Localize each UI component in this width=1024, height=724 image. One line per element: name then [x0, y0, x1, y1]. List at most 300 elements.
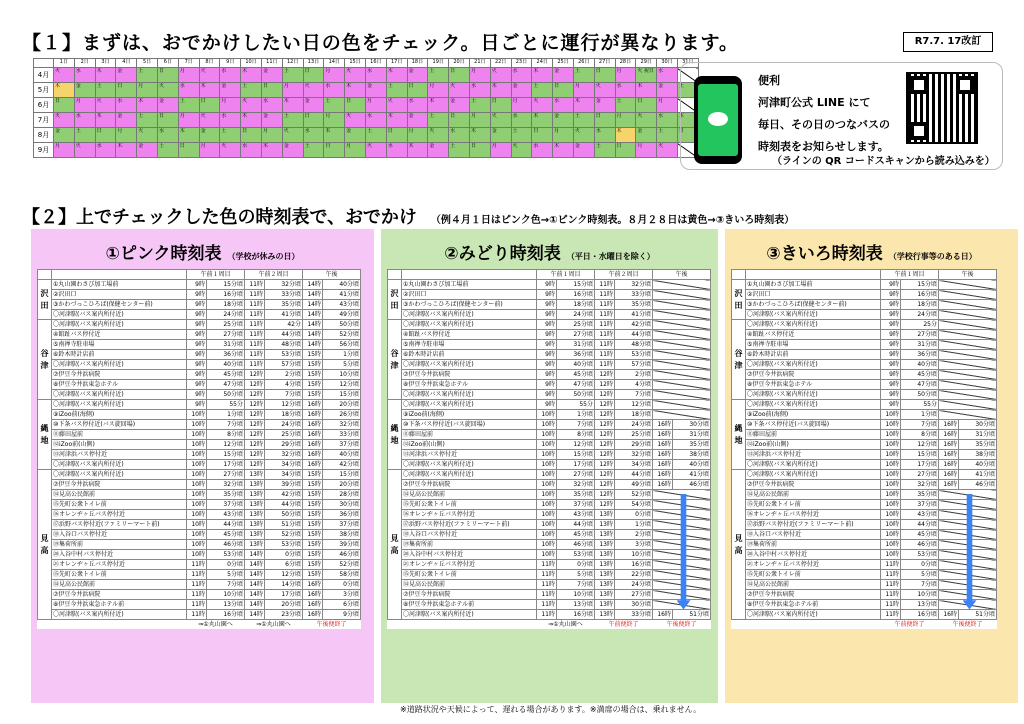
- no-service-cell: [653, 330, 711, 340]
- departure-hour: 11時: [881, 590, 901, 600]
- departure-hour: 11時: [187, 610, 207, 620]
- departure-minute: 35分頃: [207, 490, 245, 500]
- departure-hour: 13時: [595, 600, 615, 610]
- departure-minute: 35分頃: [901, 490, 939, 500]
- calendar-day-cell: 土: [511, 128, 532, 143]
- calendar-day-header: 20日: [449, 59, 470, 68]
- departure-hour: 10時: [537, 450, 557, 460]
- timetable-row: [732, 410, 997, 420]
- departure-hour: 11時: [537, 610, 557, 620]
- departure-minute: 38分頃: [673, 450, 711, 460]
- departure-minute: 10分頃: [557, 590, 595, 600]
- calendar-day-cell: 水: [178, 83, 199, 98]
- calendar-day-cell: 水: [365, 113, 386, 128]
- departure-hour: 16時: [303, 440, 323, 450]
- departure-hour: 11時: [595, 350, 615, 360]
- zone-label: 谷津: [388, 320, 402, 400]
- stop-name: ⑭見高公民館前: [746, 490, 881, 500]
- calendar-day-cell: 月: [261, 128, 282, 143]
- green-timetable-panel: [381, 229, 718, 703]
- departure-hour: 16時: [653, 440, 673, 450]
- departure-hour: 9時: [881, 300, 901, 310]
- departure-minute: 10分頃: [207, 590, 245, 600]
- timetable-row: [388, 300, 711, 310]
- departure-minute: 50分頃: [207, 390, 245, 400]
- pink-timetable-panel: [31, 229, 374, 703]
- stop-name: 〇河津駅(バス案内所付近): [746, 460, 881, 470]
- timetable-footer-note: 午後便終了: [666, 621, 697, 629]
- departure-minute: 24分頃: [207, 310, 245, 320]
- stop-name: ②沢田口: [52, 290, 187, 300]
- calendar-day-cell: 火: [449, 83, 470, 98]
- timetable-row: [38, 310, 361, 320]
- departure-minute: 26分頃: [323, 410, 361, 420]
- departure-minute: 4分頃: [615, 380, 653, 390]
- calendar-day-cell: 金: [365, 83, 386, 98]
- departure-hour: 11時: [537, 570, 557, 580]
- timetable-row: [38, 490, 361, 500]
- departure-minute: 36分頃: [901, 350, 939, 360]
- departure-minute: 46分頃: [557, 540, 595, 550]
- calendar-day-header: 24日: [532, 59, 553, 68]
- calendar-day-cell: 水: [74, 68, 95, 83]
- stop-name: ⑯オレンヂヶ丘バス停付近: [52, 510, 187, 520]
- departure-minute: 46分頃: [673, 480, 711, 490]
- line-text-1: 河津町公式 LINE にて: [758, 96, 871, 109]
- stop-name: ⑲集荷所前: [52, 540, 187, 550]
- departure-minute: 12分頃: [323, 380, 361, 390]
- no-service-cell: [653, 290, 711, 300]
- stop-name: ③かわづっこひろば(保健センター前): [746, 300, 881, 310]
- stop-name: ⑰浜野バス停付近(ファミリーマート前): [746, 520, 881, 530]
- timetable-column-header: 午後: [939, 270, 997, 280]
- stop-name: ⑧伊豆今井浜東急ホテル: [52, 380, 187, 390]
- footer-spacer: [52, 620, 187, 630]
- calendar-day-cell: 日: [261, 83, 282, 98]
- calendar-day-cell: 日: [636, 98, 657, 113]
- departure-hour: 10時: [187, 450, 207, 460]
- calendar-day-cell: 火: [74, 143, 95, 158]
- departure-minute: 15分頃: [207, 280, 245, 290]
- calendar-day-header: 13日: [303, 59, 324, 68]
- departure-hour: 9時: [187, 310, 207, 320]
- zone-label: 縄地: [38, 400, 52, 470]
- departure-hour: 9時: [537, 330, 557, 340]
- departure-minute: 55分: [557, 400, 595, 410]
- calendar-day-cell: 月: [199, 143, 220, 158]
- qr-code-icon[interactable]: [906, 72, 978, 144]
- timetable-row: [388, 420, 711, 430]
- timetable-row: [732, 600, 997, 610]
- calendar-day-cell: 土: [282, 113, 303, 128]
- departure-hour: 9時: [881, 280, 901, 290]
- no-service-cell: [653, 370, 711, 380]
- calendar-day-cell: 火: [345, 68, 366, 83]
- departure-hour: 12時: [595, 370, 615, 380]
- timetable-row: [388, 390, 711, 400]
- timetable-row: [732, 540, 997, 550]
- departure-minute: 44分頃: [901, 520, 939, 530]
- departure-hour: 13時: [595, 590, 615, 600]
- calendar-day-cell: 土: [657, 128, 678, 143]
- departure-hour: 13時: [245, 530, 265, 540]
- calendar-day-cell: 土: [573, 68, 594, 83]
- timetable-row: [732, 490, 997, 500]
- calendar-day-cell: 土: [573, 113, 594, 128]
- calendar-day-cell: 水: [95, 143, 116, 158]
- departure-minute: 1分頃: [323, 350, 361, 360]
- departure-minute: 17分頃: [901, 460, 939, 470]
- timetable-row: [732, 370, 997, 380]
- stop-name: ⑮先町公衆トイレ前: [52, 500, 187, 510]
- calendar-day-cell: 金: [137, 143, 158, 158]
- departure-hour: 10時: [537, 470, 557, 480]
- departure-hour: 9時: [881, 290, 901, 300]
- stop-name: 〇河津駅(バス案内所付近): [52, 460, 187, 470]
- departure-hour: 12時: [595, 380, 615, 390]
- calendar-day-cell: 土: [386, 83, 407, 98]
- stop-name: 〇河津駅(バス案内所付近): [746, 320, 881, 330]
- stop-name: ⑮先町公衆トイレ前: [52, 570, 187, 580]
- departure-minute: 37分頃: [207, 500, 245, 510]
- departure-hour: 13時: [245, 520, 265, 530]
- calendar-day-cell: 木: [386, 68, 407, 83]
- departure-hour: 14時: [245, 580, 265, 590]
- timetable-row: [38, 600, 361, 610]
- calendar-day-cell: 水: [657, 113, 678, 128]
- line-info-text: [758, 70, 890, 158]
- departure-minute: 0分頃: [323, 580, 361, 590]
- stop-name: ⑧伊豆今井浜東急ホテル前: [746, 600, 881, 610]
- departure-hour: 11時: [245, 350, 265, 360]
- departure-minute: 16分頃: [557, 290, 595, 300]
- departure-hour: 15時: [303, 540, 323, 550]
- departure-minute: 6分頃: [265, 560, 303, 570]
- timetable-row: [38, 440, 361, 450]
- stop-name: ①丸山園わさび加工場前: [52, 280, 187, 290]
- departure-minute: 2分頃: [265, 370, 303, 380]
- calendar-day-cell: 木: [199, 83, 220, 98]
- stop-name: ①丸山園わさび加工場前: [746, 280, 881, 290]
- calendar-day-cell: 土: [137, 113, 158, 128]
- timetable-row: [38, 560, 361, 570]
- departure-minute: 53分頃: [557, 550, 595, 560]
- departure-minute: 0分頃: [615, 510, 653, 520]
- timetable-row: [388, 320, 711, 330]
- calendar-day-cell: 水: [220, 68, 241, 83]
- calendar-day-cell: 日: [178, 143, 199, 158]
- departure-minute: 39分頃: [323, 540, 361, 550]
- no-service-cell: [939, 330, 997, 340]
- calendar-day-cell: 火: [54, 113, 75, 128]
- calendar-day-cell: 金: [490, 128, 511, 143]
- departure-minute: 34分頃: [265, 470, 303, 480]
- departure-hour: 16時: [303, 430, 323, 440]
- timetable-row: [388, 340, 711, 350]
- stop-name: ⑬河津浜バス停付近: [402, 450, 537, 460]
- calendar-day-cell: 木: [636, 83, 657, 98]
- calendar-day-cell: 金: [261, 113, 282, 128]
- calendar-day-cell: 金: [573, 143, 594, 158]
- departure-hour: 12時: [245, 380, 265, 390]
- calendar-day-cell: 日: [677, 128, 698, 143]
- calendar-day-header: 22日: [490, 59, 511, 68]
- departure-minute: 25分頃: [207, 320, 245, 330]
- footer-spacer: [746, 620, 881, 630]
- calendar-corner: [34, 59, 54, 68]
- departure-minute: 15分頃: [901, 280, 939, 290]
- zone-label: 谷津: [38, 320, 52, 400]
- timetable-row: [38, 460, 361, 470]
- calendar-day-cell: 木: [532, 113, 553, 128]
- departure-minute: 44分頃: [265, 500, 303, 510]
- departure-hour: 10時: [881, 490, 901, 500]
- yellow-timetable: [731, 269, 997, 629]
- departure-hour: 9時: [537, 310, 557, 320]
- calendar-day-cell: 月: [469, 68, 490, 83]
- calendar-day-cell: 火: [199, 113, 220, 128]
- departure-minute: 10分頃: [615, 550, 653, 560]
- calendar-day-cell: 金: [407, 68, 428, 83]
- departure-minute: 53分頃: [265, 540, 303, 550]
- stop-name: ⑩下条バス停付近(バス旋回場): [746, 420, 881, 430]
- departure-hour: 15時: [303, 510, 323, 520]
- calendar-day-cell: 木: [95, 68, 116, 83]
- timetable-row: [388, 510, 711, 520]
- departure-hour: 15時: [303, 480, 323, 490]
- calendar-day-cell: 火: [137, 128, 158, 143]
- timetable-row: [732, 360, 997, 370]
- stop-name: ⑳入谷中村バス停付近: [402, 550, 537, 560]
- departure-hour: 10時: [187, 410, 207, 420]
- departure-minute: 41分頃: [673, 470, 711, 480]
- departure-hour: 16時: [653, 610, 673, 620]
- no-service-cell: [653, 400, 711, 410]
- departure-hour: 11時: [881, 560, 901, 570]
- departure-hour: 9時: [881, 400, 901, 410]
- departure-hour: 9時: [881, 310, 901, 320]
- departure-hour: 11時: [187, 570, 207, 580]
- timetable-row: [732, 610, 997, 620]
- stop-name: ⑮先町公衆トイレ前: [746, 570, 881, 580]
- departure-hour: 15時: [303, 570, 323, 580]
- timetable-row: [388, 280, 711, 290]
- timetable-stop-header: [52, 270, 187, 280]
- departure-minute: 20分頃: [323, 400, 361, 410]
- departure-hour: 11時: [187, 600, 207, 610]
- calendar-day-header: 9日: [220, 59, 241, 68]
- calendar-day-cell: 火: [511, 143, 532, 158]
- timetable-row: [38, 540, 361, 550]
- departure-hour: 11時: [245, 340, 265, 350]
- departure-hour: 12時: [595, 420, 615, 430]
- departure-minute: 32分頃: [557, 480, 595, 490]
- departure-minute: 0分頃: [207, 560, 245, 570]
- calendar-day-cell: 土: [532, 83, 553, 98]
- departure-minute: 3分頃: [323, 590, 361, 600]
- departure-minute: 1分頃: [557, 410, 595, 420]
- departure-hour: 13時: [245, 480, 265, 490]
- stop-name: ⑥鈴木時計店前: [52, 350, 187, 360]
- departure-minute: 16分頃: [207, 290, 245, 300]
- calendar-day-cell: 水: [553, 98, 574, 113]
- stop-name: ⑪藤田屋前: [52, 430, 187, 440]
- departure-hour: 12時: [245, 400, 265, 410]
- timetable-row: [388, 380, 711, 390]
- departure-hour: 10時: [881, 540, 901, 550]
- calendar-day-cell: 金: [54, 128, 75, 143]
- departure-minute: 36分頃: [207, 350, 245, 360]
- stop-name: ⑫iZoo前(山側): [746, 440, 881, 450]
- timetable-row: [38, 590, 361, 600]
- timetable-row: [38, 350, 361, 360]
- timetable-row: [732, 420, 997, 430]
- calendar-day-cell: 日: [157, 113, 178, 128]
- calendar-day-cell: 日: [116, 83, 137, 98]
- departure-hour: 9時: [537, 390, 557, 400]
- timetable-row: [732, 350, 997, 360]
- departure-hour: 14時: [245, 550, 265, 560]
- departure-hour: 10時: [187, 500, 207, 510]
- departure-hour: 9時: [881, 370, 901, 380]
- stop-name: ⑦伊豆今井浜病院: [402, 590, 537, 600]
- calendar-day-header: 26日: [573, 59, 594, 68]
- calendar-day-cell: 金: [220, 83, 241, 98]
- timetable-row: [38, 580, 361, 590]
- departure-minute: 22分頃: [615, 570, 653, 580]
- timetable-row: [732, 390, 997, 400]
- departure-hour: 9時: [187, 320, 207, 330]
- calendar-day-cell: 木: [261, 143, 282, 158]
- departure-hour: 16時: [939, 420, 959, 430]
- timetable-column-header: 午前１周目: [881, 270, 939, 280]
- departure-minute: 7分頃: [557, 580, 595, 590]
- timetable-row: [388, 530, 711, 540]
- departure-hour: 10時: [537, 480, 557, 490]
- calendar-month-label: 9月: [34, 143, 54, 158]
- green-timetable: [387, 269, 711, 629]
- timetable-row: [38, 530, 361, 540]
- departure-hour: 12時: [245, 460, 265, 470]
- calendar-day-cell: 土: [449, 143, 470, 158]
- calendar-day-cell: 土: [137, 68, 158, 83]
- departure-hour: 11時: [245, 360, 265, 370]
- calendar-month-label: 4月: [34, 68, 54, 83]
- departure-minute: 41分頃: [323, 290, 361, 300]
- departure-minute: 57分頃: [265, 360, 303, 370]
- calendar-day-cell: 金: [74, 83, 95, 98]
- departure-minute: 24分頃: [901, 310, 939, 320]
- stop-name: ⑪藤田屋前: [402, 430, 537, 440]
- departure-minute: 40分頃: [207, 360, 245, 370]
- calendar-day-cell: 木: [407, 143, 428, 158]
- calendar-day-cell: 火: [157, 83, 178, 98]
- calendar-day-cell: 金: [157, 98, 178, 113]
- departure-hour: 10時: [537, 500, 557, 510]
- stop-name: ⑥鈴木時計店前: [402, 350, 537, 360]
- calendar-day-cell: 金: [282, 143, 303, 158]
- departure-minute: 7分頃: [557, 420, 595, 430]
- departure-minute: 32分頃: [323, 420, 361, 430]
- departure-hour: 11時: [245, 300, 265, 310]
- calendar-day-cell: 火: [365, 143, 386, 158]
- calendar-day-cell: 日: [95, 128, 116, 143]
- departure-minute: 44分頃: [557, 520, 595, 530]
- timetable-row: [732, 440, 997, 450]
- departure-minute: 52分頃: [323, 330, 361, 340]
- timetable-row: [388, 610, 711, 620]
- departure-hour: 15時: [303, 360, 323, 370]
- departure-minute: 49分頃: [615, 480, 653, 490]
- departure-minute: 44分頃: [265, 330, 303, 340]
- calendar-day-cell: 土: [594, 143, 615, 158]
- departure-hour: 14時: [245, 570, 265, 580]
- calendar-day-cell: 月: [116, 128, 137, 143]
- departure-minute: 36分頃: [323, 510, 361, 520]
- timetable-footer-note: 午後便終了: [952, 621, 983, 629]
- departure-hour: 14時: [303, 330, 323, 340]
- departure-minute: 16分頃: [557, 610, 595, 620]
- departure-hour: 9時: [537, 350, 557, 360]
- calendar-day-cell: 金: [199, 128, 220, 143]
- calendar-day-cell: 日: [615, 143, 636, 158]
- zone-label: 縄地: [732, 400, 746, 470]
- departure-hour: 12時: [595, 460, 615, 470]
- timetable-column-header: 午前１周目: [537, 270, 595, 280]
- departure-hour: 11時: [187, 560, 207, 570]
- departure-minute: 46分頃: [207, 540, 245, 550]
- departure-minute: 0分頃: [901, 560, 939, 570]
- timetable-row: [388, 410, 711, 420]
- departure-minute: 15分頃: [207, 450, 245, 460]
- departure-hour: 9時: [881, 330, 901, 340]
- stop-name: ⑦伊豆今井浜病院: [746, 590, 881, 600]
- departure-minute: 20分頃: [323, 480, 361, 490]
- departure-hour: 10時: [537, 490, 557, 500]
- calendar-day-header: 10日: [241, 59, 262, 68]
- departure-minute: 43分頃: [557, 510, 595, 520]
- departure-minute: 27分頃: [207, 330, 245, 340]
- timetable-row: [38, 300, 361, 310]
- departure-hour: 16時: [303, 420, 323, 430]
- calendar-day-header: 2日: [74, 59, 95, 68]
- calendar-day-cell: 火: [657, 143, 678, 158]
- timetable-row: [388, 440, 711, 450]
- timetable-row: [388, 590, 711, 600]
- timetable-corner: [732, 270, 746, 280]
- stop-name: ⑧伊豆今井浜東急ホテル: [746, 380, 881, 390]
- departure-minute: 24分頃: [615, 580, 653, 590]
- departure-minute: 50分頃: [265, 510, 303, 520]
- departure-hour: 11時: [537, 600, 557, 610]
- stop-name: ⑦伊豆今井浜病院: [402, 370, 537, 380]
- departure-minute: 44分頃: [207, 520, 245, 530]
- departure-hour: 10時: [537, 530, 557, 540]
- departure-hour: 11時: [595, 360, 615, 370]
- timetable-column-header: 午後: [653, 270, 711, 280]
- calendar-day-cell: 火: [428, 128, 449, 143]
- departure-minute: 32分頃: [615, 280, 653, 290]
- stop-name: ⑩下条バス停付近(バス旋回場): [52, 420, 187, 430]
- section2-title: [22, 203, 794, 229]
- calendar-day-cell: 金: [116, 68, 137, 83]
- departure-hour: 9時: [187, 400, 207, 410]
- stop-name: ⑦伊豆今井浜病院: [52, 590, 187, 600]
- calendar-day-cell: 土: [365, 128, 386, 143]
- departure-minute: 30分頃: [323, 500, 361, 510]
- departure-minute: 45分頃: [207, 530, 245, 540]
- departure-hour: 9時: [881, 350, 901, 360]
